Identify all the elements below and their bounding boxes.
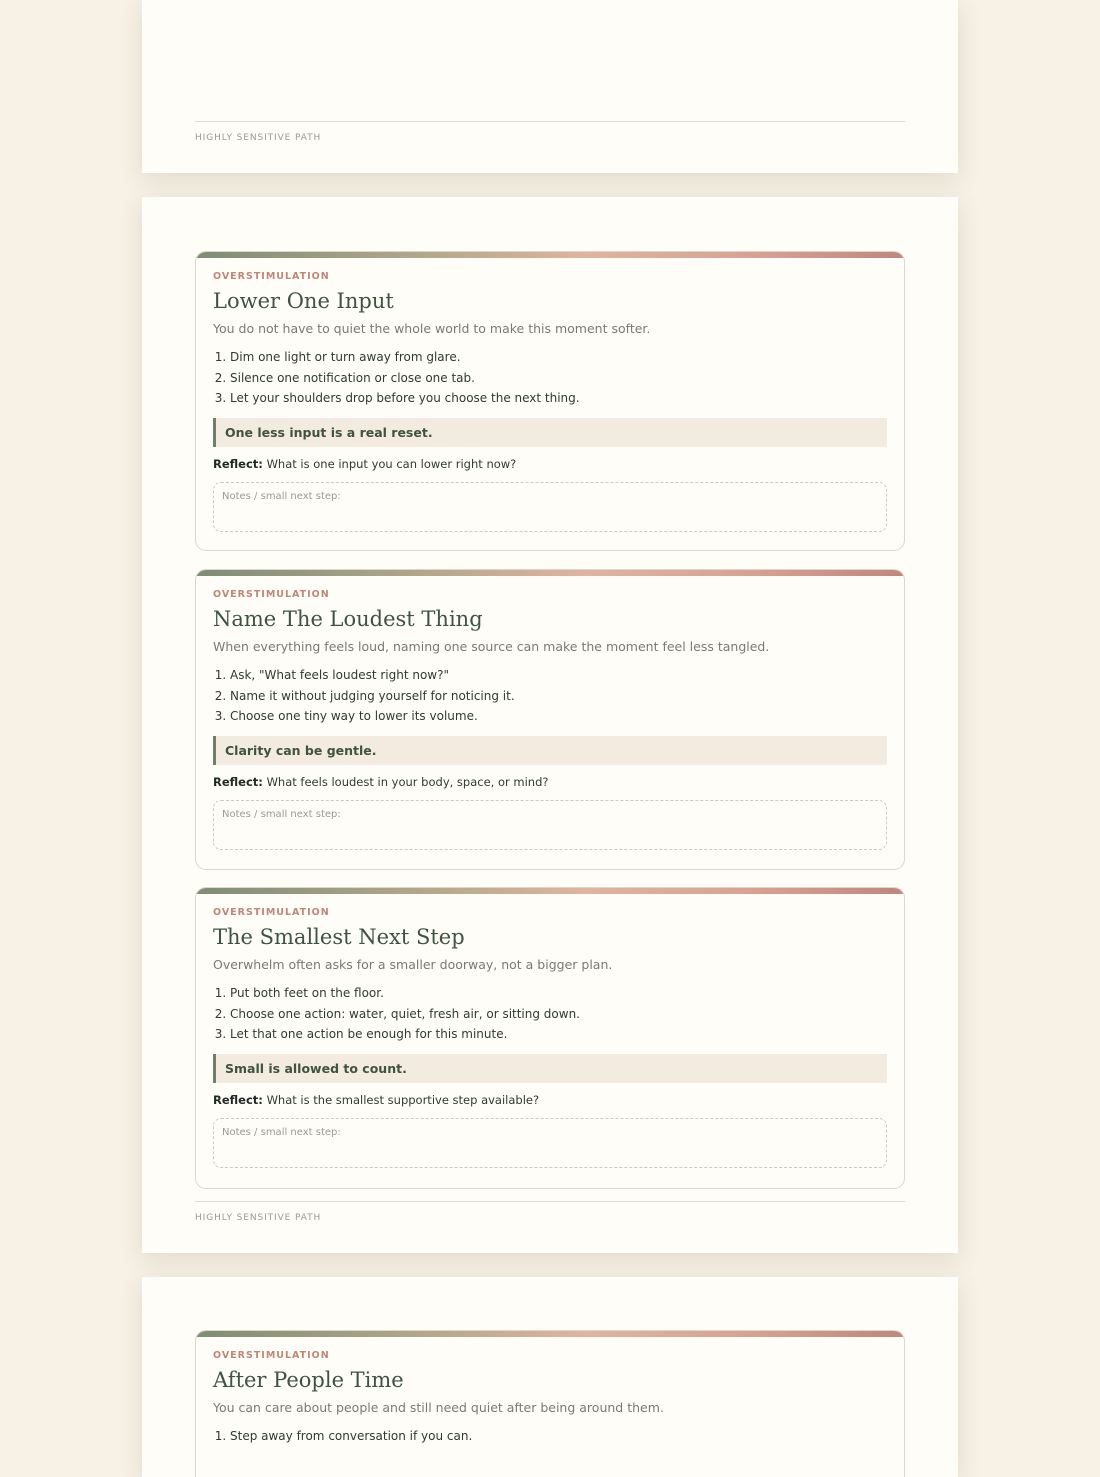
reflect-question: What is the smallest supportive step available? [266, 1092, 540, 1107]
reflect-label: Reflect: [213, 774, 263, 789]
notes-placeholder: Notes / small next step: [222, 1126, 341, 1138]
notes-placeholder: Notes / small next step: [222, 490, 341, 502]
notes-field[interactable] [213, 800, 887, 850]
card-lead: You do not have to quiet the whole world to make this moment softer. [213, 321, 651, 336]
step-item: 2. Name it without judging yourself for noticing it. [230, 686, 887, 707]
reflect-prompt [213, 456, 887, 472]
card-title: Name The Loudest Thing [213, 607, 483, 631]
card-category: OVERSTIMULATION [213, 271, 330, 282]
notes-placeholder: Notes / small next step: [222, 808, 341, 820]
step-item: 1. Dim one light or turn away from glare. [230, 347, 887, 368]
step-list [213, 1426, 887, 1447]
affirmation-callout: Clarity can be gentle. [213, 736, 887, 765]
affirmation-callout: Small is allowed to count. [213, 1054, 887, 1083]
card-title: Lower One Input [213, 289, 394, 313]
reflect-question: What feels loudest in your body, space, or mind? [266, 774, 549, 789]
reflect-label: Reflect: [213, 456, 263, 471]
practice-card [195, 251, 905, 551]
card-title: After People Time [213, 1368, 404, 1392]
reflect-prompt [213, 774, 887, 790]
step-list [213, 983, 887, 1045]
step-item: 1. Put both feet on the floor. [230, 983, 887, 1004]
page-sheet [142, 197, 958, 1253]
step-item: 1. Ask, "What feels loudest right now?" [230, 665, 887, 686]
reflect-label: Reflect: [213, 1092, 263, 1107]
step-list [213, 347, 887, 409]
step-item: 3. Let that one action be enough for this minute. [230, 1024, 887, 1045]
step-list [213, 665, 887, 727]
page-sheet [142, 1277, 958, 1477]
page-sheet [142, 0, 958, 173]
step-item: 2. Choose one action: water, quiet, fresh air, or sitting down. [230, 1004, 887, 1025]
step-item: 1. Step away from conversation if you can. [230, 1426, 887, 1447]
affirmation-callout: One less input is a real reset. [213, 418, 887, 447]
card-category: OVERSTIMULATION [213, 907, 330, 918]
practice-card [195, 569, 905, 870]
card-category: OVERSTIMULATION [213, 1350, 330, 1361]
step-item: 3. Let your shoulders drop before you choose the next thing. [230, 388, 887, 409]
step-item: 2. Silence one notification or close one tab. [230, 368, 887, 389]
notes-field[interactable] [213, 482, 887, 532]
practice-card [195, 1330, 905, 1477]
notes-field[interactable] [213, 1118, 887, 1168]
step-item: 3. Choose one tiny way to lower its volume. [230, 706, 887, 727]
reflect-prompt [213, 1092, 887, 1108]
reflect-question: What is one input you can lower right now? [266, 456, 517, 471]
card-lead: Overwhelm often asks for a smaller doorway, not a bigger plan. [213, 957, 613, 972]
card-lead: You can care about people and still need quiet after being around them. [213, 1400, 664, 1415]
page-footer: HIGHLY SENSITIVE PATH [195, 1201, 905, 1223]
card-category: OVERSTIMULATION [213, 589, 330, 600]
card-lead: When everything feels loud, naming one source can make the moment feel less tangled. [213, 639, 770, 654]
page-footer: HIGHLY SENSITIVE PATH [195, 121, 905, 143]
card-title: The Smallest Next Step [213, 925, 465, 949]
practice-card [195, 887, 905, 1189]
